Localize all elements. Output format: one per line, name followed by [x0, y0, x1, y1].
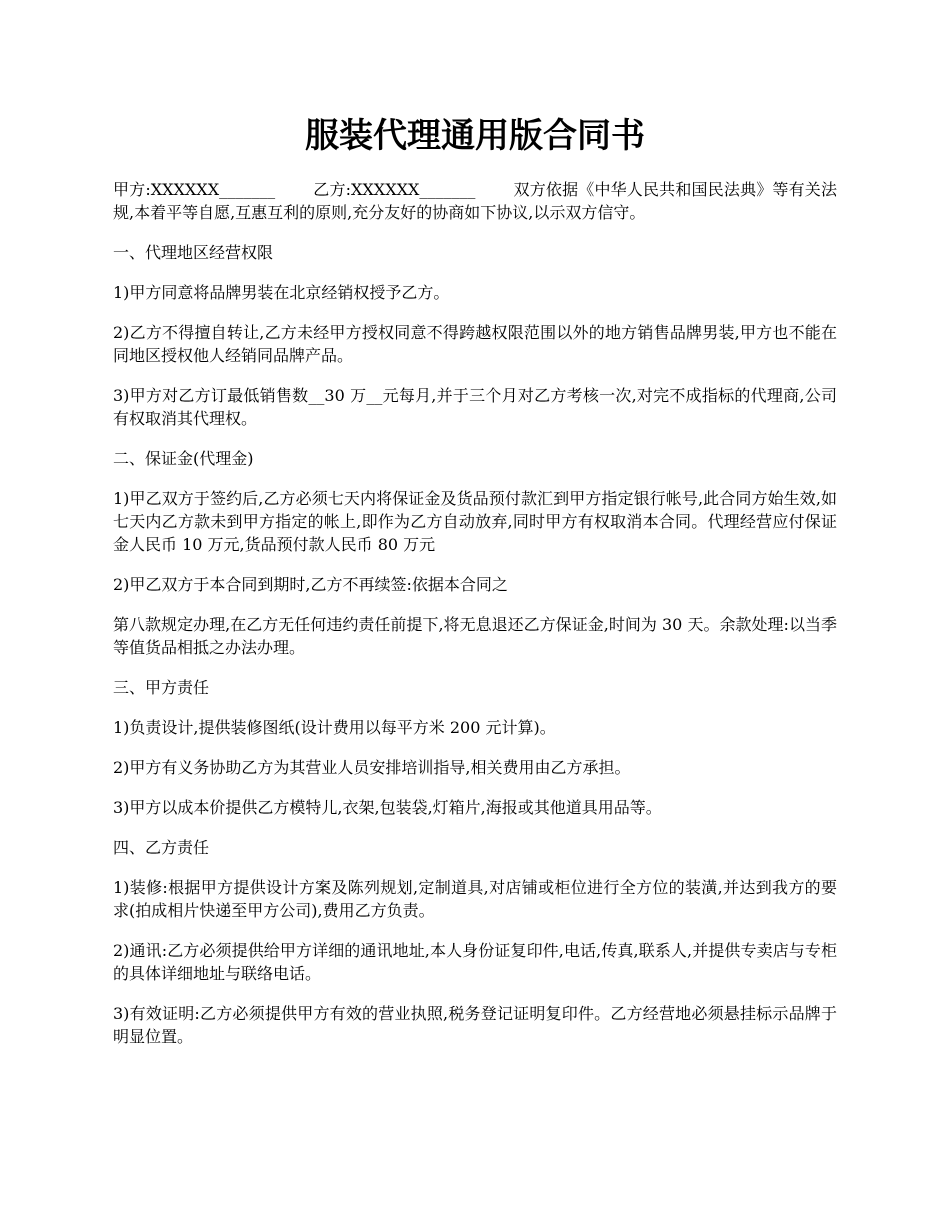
clause-paragraph: 2)甲乙双方于本合同到期时,乙方不再续签:依据本合同之: [113, 575, 508, 594]
clause-paragraph: 1)负责设计,提供装修图纸(设计费用以每平方米 200 元计算)。: [113, 718, 556, 737]
intro-paragraph: [113, 178, 837, 224]
clause-paragraph: 3)甲方以成本价提供乙方模特儿,衣架,包装袋,灯箱片,海报或其他道具用品等。: [113, 798, 662, 817]
section-heading: 二、保证金(代理金): [113, 449, 254, 468]
section-heading: 一、代理地区经营权限: [113, 243, 274, 262]
clause-paragraph: 3)有效证明:乙方必须提供甲方有效的营业执照,税务登记证明复印件。乙方经营地必须悬挂标示品牌于明显位置。: [113, 1004, 837, 1046]
clause-paragraph: 1)装修:根据甲方提供设计方案及陈列规划,定制道具,对店铺或柜位进行全方位的装潢,并达到我方的要求(拍成相片快递至甲方公司),费用乙方负责。: [113, 878, 837, 920]
clause-paragraph: 1)甲方同意将品牌男装在北京经销权授予乙方。: [113, 283, 450, 302]
clause-paragraph: 2)甲方有义务协助乙方为其营业人员安排培训指导,相关费用由乙方承担。: [113, 758, 631, 777]
party-b: 乙方:XXXXXX_______: [313, 180, 476, 199]
section-heading: 三、甲方责任: [113, 678, 210, 697]
intro-text: 双方依据《中华人民共和国民法典》等有关法规,本着平等自愿,互惠互利的原则,充分友好的协商如下协议,以示双方信守。: [113, 180, 837, 222]
clause-paragraph: 3)甲方对乙方订最低销售数__30 万__元每月,并于三个月对乙方考核一次,对完不成指标的代理商,公司有权取消其代理权。: [113, 386, 837, 428]
section-heading: 四、乙方责任: [113, 838, 210, 857]
clause-paragraph: 第八款规定办理,在乙方无任何违约责任前提下,将无息退还乙方保证金,时间为 30 天。余款处理:以当季等值货品相抵之办法办理。: [113, 615, 837, 657]
clause-paragraph: 2)通讯:乙方必须提供给甲方详细的通讯地址,本人身份证复印件,电话,传真,联系人,并提供专卖店与专柜的具体详细地址与联络电话。: [113, 941, 837, 983]
clause-paragraph: 2)乙方不得擅自转让,乙方未经甲方授权同意不得跨越权限范围以外的地方销售品牌男装,甲方也不能在同地区授权他人经销同品牌产品。: [113, 323, 837, 365]
party-a: 甲方:XXXXXX_______: [113, 180, 276, 199]
document-title: 服装代理通用版合同书: [305, 116, 645, 156]
clause-paragraph: 1)甲乙双方于签约后,乙方必须七天内将保证金及货品预付款汇到甲方指定银行帐号,此合同方始生效,如七天内乙方款未到甲方指定的帐上,即作为乙方自动放弃,同时甲方有权取消本合同。代理经营应付保证金人民币 10 万元,货品预付款人民币 80 万元: [113, 489, 837, 554]
document-body: [113, 108, 837, 1065]
